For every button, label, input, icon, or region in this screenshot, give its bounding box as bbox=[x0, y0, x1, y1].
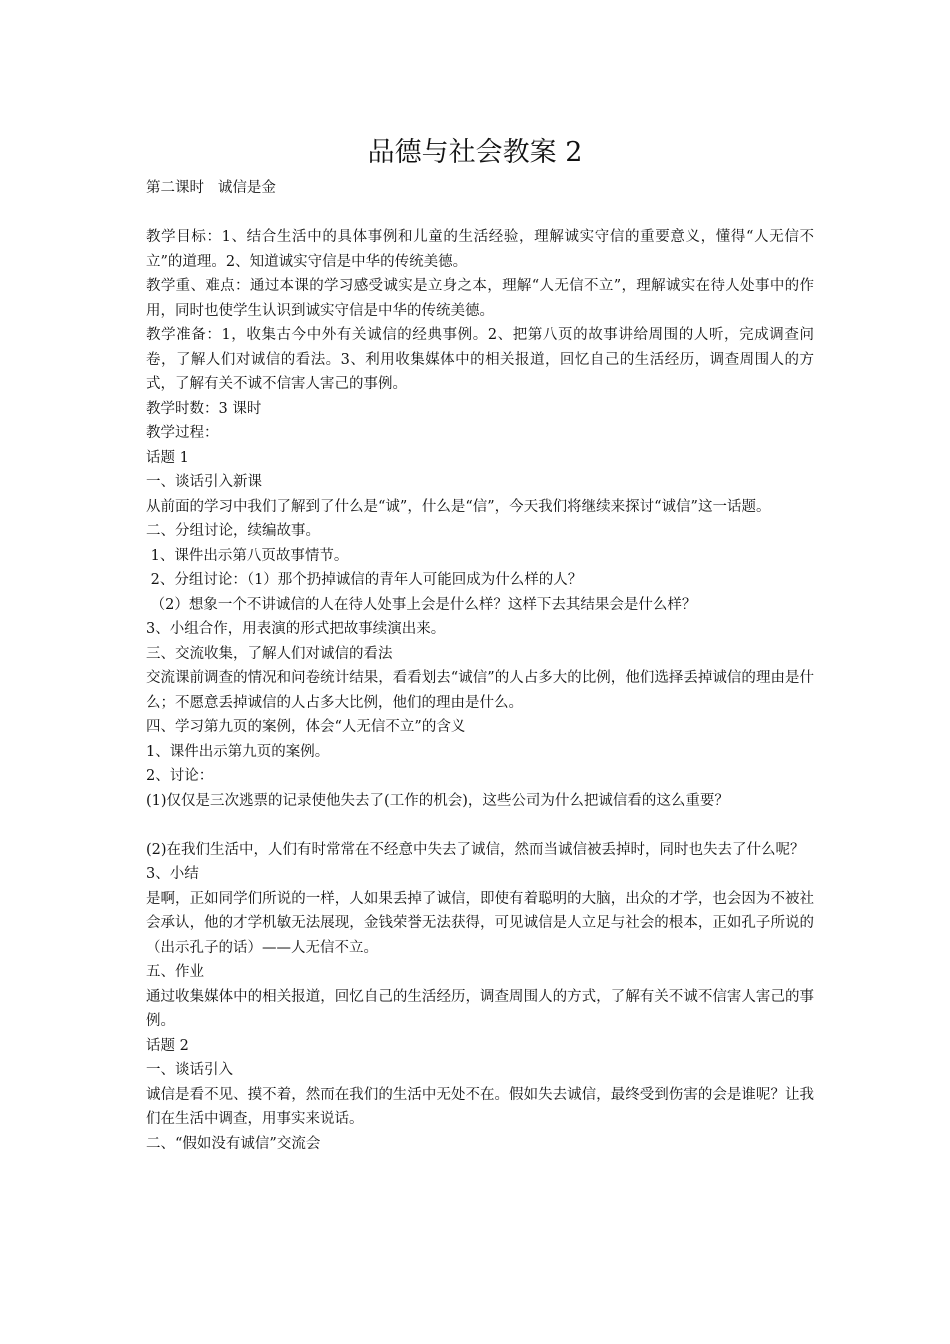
blank-line bbox=[146, 201, 814, 226]
paragraph: 3、小结 bbox=[146, 866, 199, 882]
paragraph: 教学重、难点：通过本课的学习感受诚实是立身之本，理解“人无信不立”，理解诚实在待人处事中的作用，同时也使学生认识到诚实守信是中华的传统美德。 bbox=[146, 278, 814, 319]
paragraph: 1、课件出示第九页的案例。 bbox=[146, 743, 330, 760]
paragraph: (2)在我们生活中，人们有时常常在不经意中失去了诚信，然而当诚信被丢掉时，同时也失去了什么呢？ bbox=[146, 841, 805, 858]
document-body bbox=[146, 176, 814, 1156]
paragraph: 交流课前调查的情况和问卷统计结果，看看划去“诚信”的人占多大的比例，他们选择丢掉诚信的理由是什么；不愿意丢掉诚信的人占多大比例，他们的理由是什么。 bbox=[146, 670, 814, 711]
paragraph: 1、课件出示第八页故事情节。 bbox=[146, 547, 349, 564]
paragraph: 教学目标：1、结合生活中的具体事例和儿童的生活经验，理解诚实守信的重要意义，懂得“人无信不立”的道理。2、知道诚实守信是中华的传统美德。 bbox=[146, 229, 814, 270]
blank-line bbox=[146, 813, 814, 838]
document-title: 品德与社会教案 2 bbox=[367, 137, 583, 168]
paragraph: 通过收集媒体中的相关报道，回忆自己的生活经历，调查周围人的方式，了解有关不诚不信害人害己的事例。 bbox=[146, 988, 814, 1029]
paragraph: 话题 1 bbox=[146, 449, 189, 466]
paragraph: 五、作业 bbox=[146, 964, 204, 980]
paragraph: 教学过程： bbox=[146, 425, 219, 441]
paragraph: 二、分组讨论，续编故事。 bbox=[146, 523, 320, 539]
paragraph: 教学时数：3 课时 bbox=[146, 400, 262, 417]
paragraph: 三、交流收集，了解人们对诚信的看法 bbox=[146, 645, 393, 662]
paragraph: 一、谈话引入 bbox=[146, 1062, 233, 1078]
paragraph: 教学准备：1，收集古今中外有关诚信的经典事例。2、把第八页的故事讲给周围的人听，完成调查问卷，了解人们对诚信的看法。3、利用收集媒体中的相关报道，回忆自己的生活经历，调查周围人的方式，了解有关不诚不信害人害己的事例。 bbox=[146, 327, 814, 392]
paragraph: 二、“假如没有诚信”交流会 bbox=[146, 1135, 321, 1152]
paragraph: 3、小组合作，用表演的形式把故事续演出来。 bbox=[146, 621, 446, 637]
paragraph: 话题 2 bbox=[146, 1037, 189, 1054]
paragraph: 从前面的学习中我们了解到了什么是“诚”，什么是“信”，今天我们将继续来探讨“诚信”这一话题。 bbox=[146, 498, 771, 515]
paragraph: 四、学习第九页的案例，体会“人无信不立”的含义 bbox=[146, 719, 466, 735]
paragraph: 一、谈话引入新课 bbox=[146, 474, 262, 490]
paragraph: (1)仅仅是三次逃票的记录使他失去了(工作的机会)，这些公司为什么把诚信看的这么重要？ bbox=[146, 792, 729, 809]
paragraph: （2）想象一个不讲诚信的人在待人处事上会是什么样？这样下去其结果会是什么样？ bbox=[146, 596, 697, 613]
paragraph: 2、分组讨论：（1）那个扔掉诚信的青年人可能回成为什么样的人？ bbox=[146, 572, 583, 588]
paragraph: 是啊，正如同学们所说的一样，人如果丢掉了诚信，即使有着聪明的大脑，出众的才学，也会因为不被社会承认，他的才学机敏无法展现，金钱荣誉无法获得，可见诚信是人立足与社会的根本，正如孔子所说的（出示孔子的话）——人无信不立。 bbox=[146, 890, 814, 956]
paragraph: 2、讨论： bbox=[146, 768, 214, 784]
paragraph: 第二课时 诚信是金 bbox=[146, 180, 276, 196]
paragraph: 诚信是看不见、摸不着，然而在我们的生活中无处不在。假如失去诚信，最终受到伤害的会是谁呢？让我们在生活中调查，用事实来说话。 bbox=[146, 1086, 814, 1127]
